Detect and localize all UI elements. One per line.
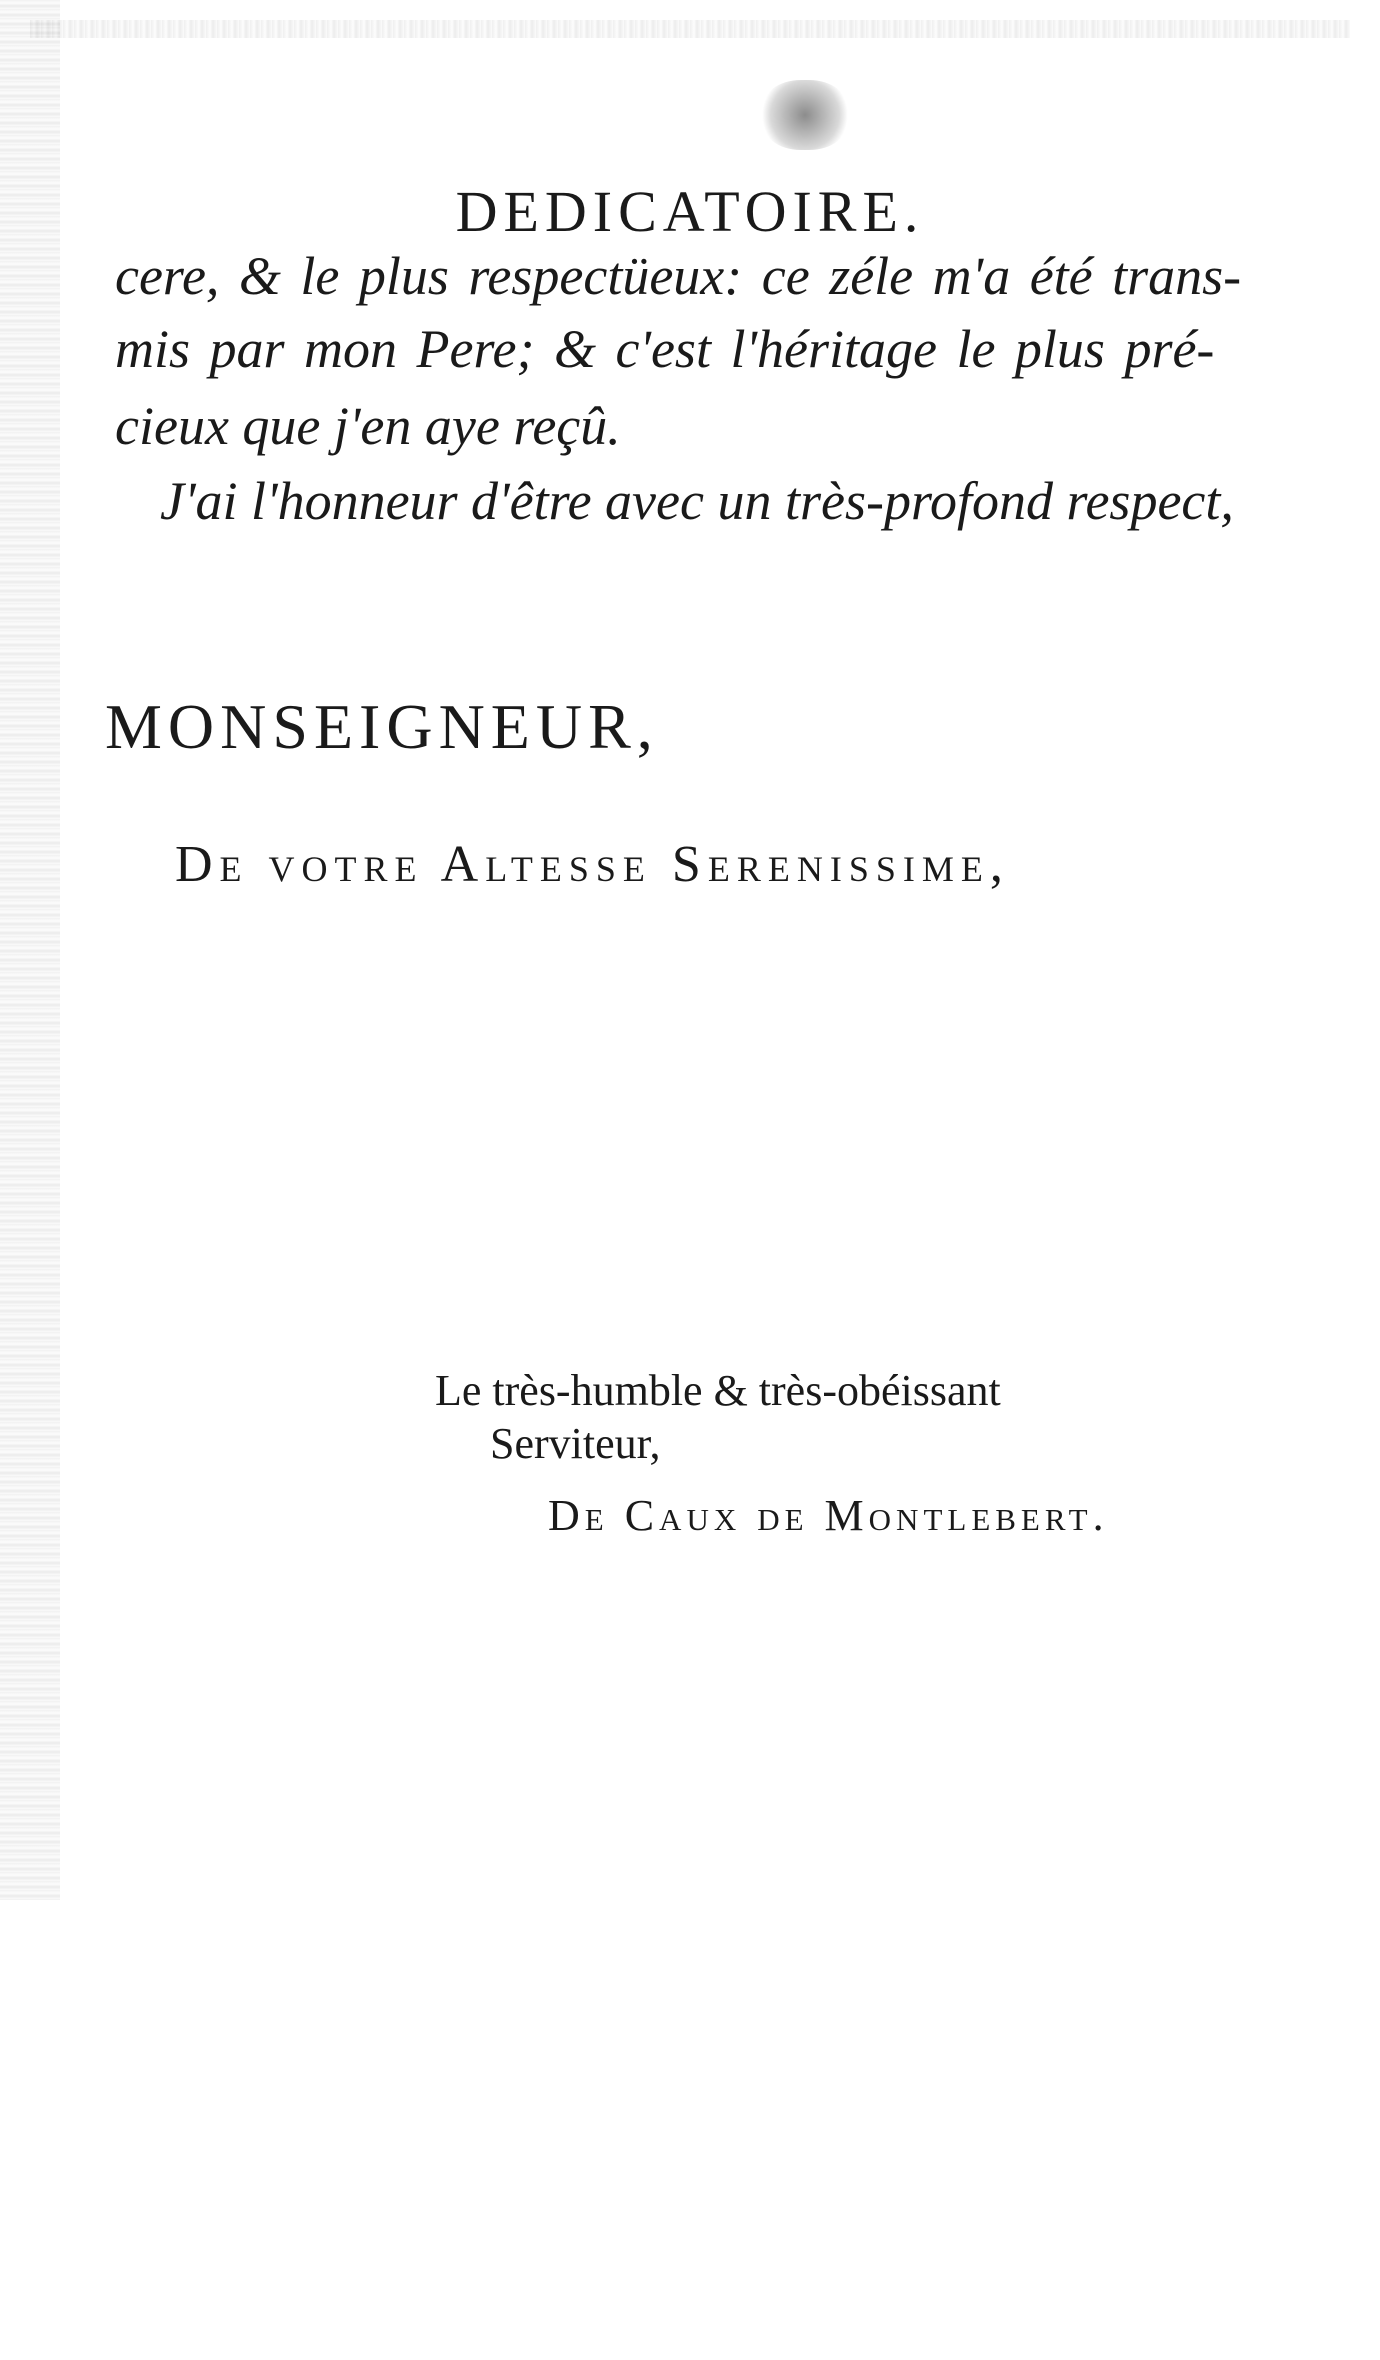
page-top-edge xyxy=(30,20,1350,38)
page-edge-shadow xyxy=(0,0,60,1900)
body-line-4: J'ai l'honneur d'être avec un très-profond respect, xyxy=(160,471,1234,531)
ink-stain xyxy=(760,80,850,150)
body-line-1: cere, & le plus respectüeux: ce zéle m'a été trans- xyxy=(115,246,1242,306)
closing-line-1: Le très-humble & très-obéissant xyxy=(435,1366,1001,1415)
salutation: MONSEIGNEUR, xyxy=(105,691,659,762)
running-head: DEDICATOIRE. xyxy=(455,179,925,244)
signature: De Caux de Montlebert. xyxy=(548,1491,1109,1540)
form-of-address: De votre Altesse Serenissime, xyxy=(175,836,1010,893)
body-line-2: mis par mon Pere; & c'est l'héritage le plus pré- xyxy=(115,319,1215,379)
body-line-3: cieux que j'en aye reçû. xyxy=(115,396,621,456)
closing-line-2: Serviteur, xyxy=(490,1419,661,1468)
